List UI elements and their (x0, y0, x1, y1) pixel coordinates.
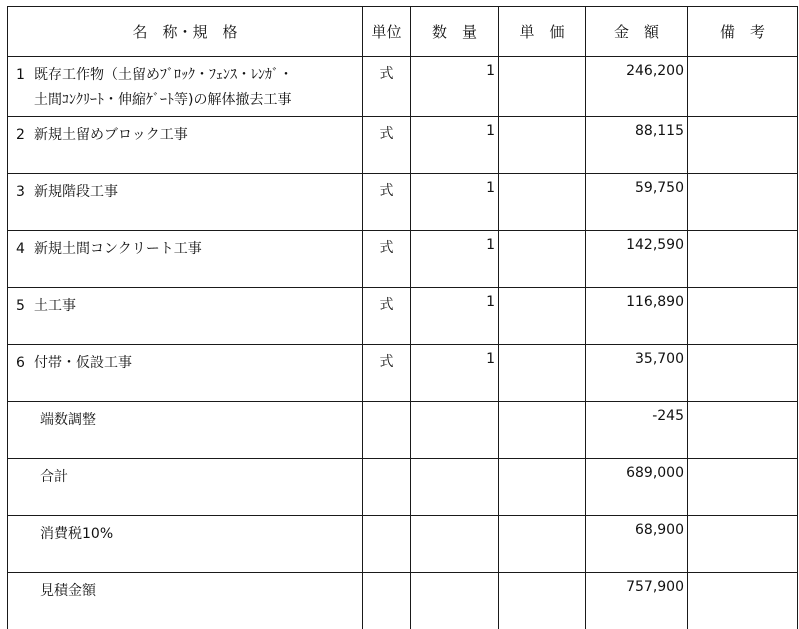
item-price (499, 288, 586, 345)
item-name: 新規階段工事 (34, 184, 118, 200)
tax-row (8, 516, 798, 573)
item-name: 新規土留めブロック工事 (34, 127, 188, 143)
item-unit: 式 (363, 174, 411, 231)
subtotal-row (8, 459, 798, 516)
estimate-table (7, 6, 798, 629)
table-row (8, 345, 798, 402)
item-amount: 246,200 (586, 57, 688, 117)
item-number: 1 (16, 63, 34, 88)
item-number: 6 (16, 351, 34, 376)
table-row (8, 117, 798, 174)
adjustment-amount: -245 (586, 402, 688, 459)
item-amount: 35,700 (586, 345, 688, 402)
item-note (688, 117, 798, 174)
header-row (8, 7, 798, 57)
item-note (688, 345, 798, 402)
item-unit: 式 (363, 117, 411, 174)
item-qty: 1 (411, 288, 499, 345)
item-number: 3 (16, 180, 34, 205)
item-amount: 88,115 (586, 117, 688, 174)
item-price (499, 231, 586, 288)
item-price (499, 117, 586, 174)
item-name: 付帯・仮設工事 (34, 355, 132, 371)
item-price (499, 345, 586, 402)
item-unit: 式 (363, 288, 411, 345)
item-qty: 1 (411, 57, 499, 117)
item-qty: 1 (411, 231, 499, 288)
item-note (688, 231, 798, 288)
header-name: 名 称・規 格 (8, 7, 363, 57)
subtotal-amount: 689,000 (586, 459, 688, 516)
item-name-cell (8, 117, 363, 174)
item-qty: 1 (411, 117, 499, 174)
item-unit: 式 (363, 57, 411, 117)
adjustment-label: 端数調整 (8, 402, 363, 459)
item-qty: 1 (411, 345, 499, 402)
item-number: 2 (16, 123, 34, 148)
item-name-cell (8, 174, 363, 231)
item-name-cell (8, 231, 363, 288)
item-note (688, 288, 798, 345)
subtotal-label: 合計 (8, 459, 363, 516)
item-name-cell (8, 57, 363, 117)
tax-label: 消費税10% (8, 516, 363, 573)
item-number: 4 (16, 237, 34, 262)
item-unit: 式 (363, 345, 411, 402)
table-row (8, 231, 798, 288)
table-row (8, 57, 798, 117)
item-name: 土工事 (34, 298, 76, 314)
item-name-cell (8, 345, 363, 402)
item-amount: 142,590 (586, 231, 688, 288)
item-price (499, 57, 586, 117)
table-row (8, 288, 798, 345)
total-row (8, 573, 798, 629)
item-note (688, 174, 798, 231)
header-unit: 単位 (363, 7, 411, 57)
header-price: 単 価 (499, 7, 586, 57)
item-amount: 116,890 (586, 288, 688, 345)
item-name: 新規土間コンクリート工事 (34, 241, 202, 257)
total-amount: 757,900 (586, 573, 688, 629)
item-unit: 式 (363, 231, 411, 288)
item-number: 5 (16, 294, 34, 319)
total-label: 見積金額 (8, 573, 363, 629)
item-name-line2: 土間ｺﾝｸﾘｰﾄ・伸縮ｹﾞｰﾄ等)の解体撤去工事 (34, 92, 291, 108)
item-name-cell (8, 288, 363, 345)
header-note: 備 考 (688, 7, 798, 57)
item-price (499, 174, 586, 231)
item-note (688, 57, 798, 117)
header-amount: 金 額 (586, 7, 688, 57)
table-row (8, 174, 798, 231)
item-amount: 59,750 (586, 174, 688, 231)
header-qty: 数 量 (411, 7, 499, 57)
item-qty: 1 (411, 174, 499, 231)
adjustment-row (8, 402, 798, 459)
item-name-line1: 既存工作物（土留めﾌﾞﾛｯｸ・ﾌｪﾝｽ・ﾚﾝｶﾞ・ (34, 67, 293, 83)
estimate-sheet (7, 6, 797, 596)
tax-amount: 68,900 (586, 516, 688, 573)
